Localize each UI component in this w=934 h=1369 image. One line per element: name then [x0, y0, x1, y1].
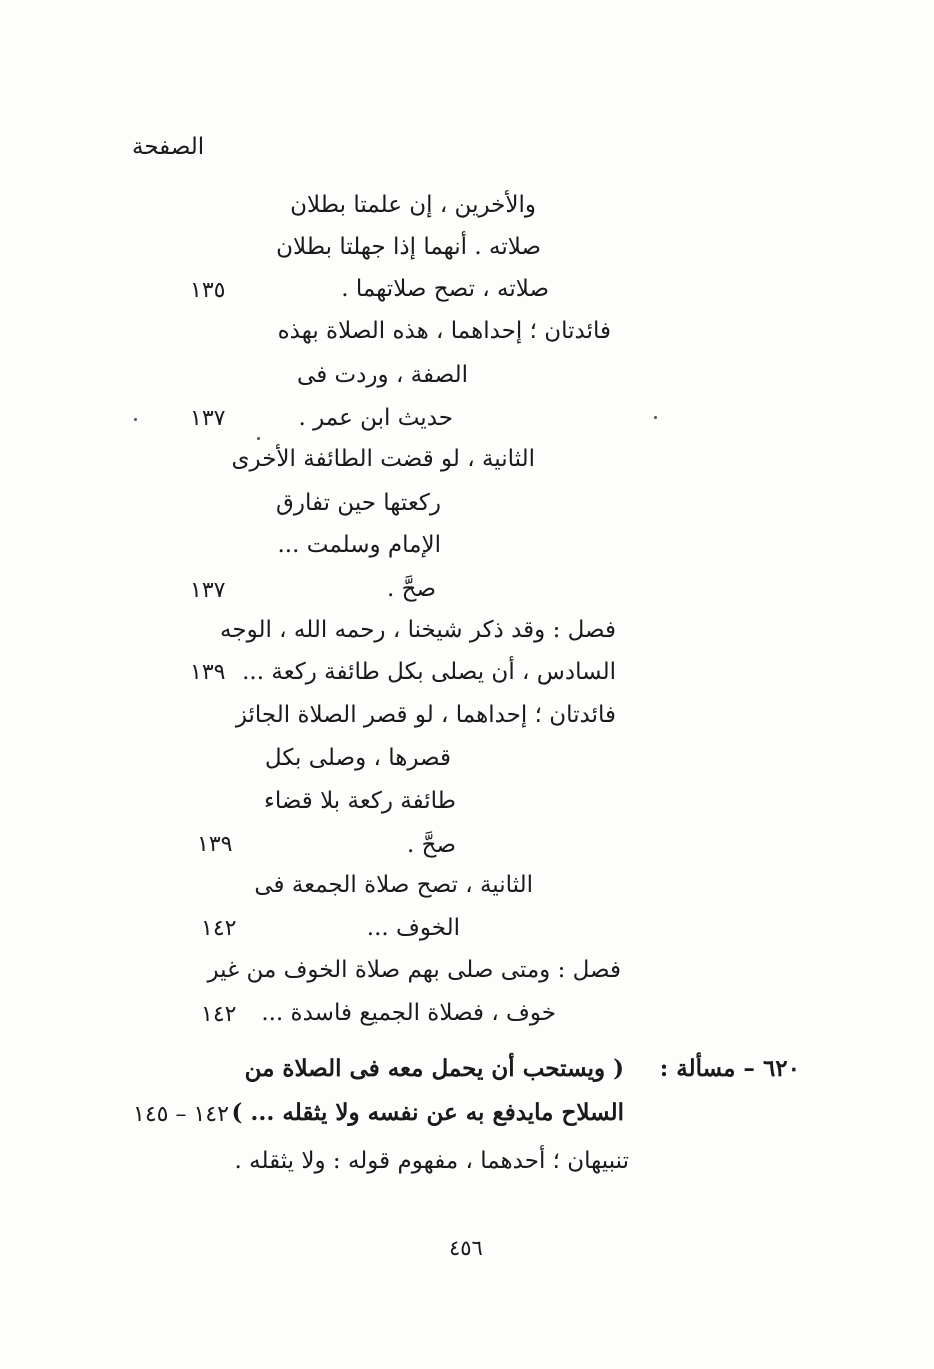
entry-line: صحَّ . [407, 832, 456, 858]
entry-line: فائدتان ؛ إحداهما ، لو قصر الصلاة الجائز [235, 702, 616, 728]
scan-speck [654, 416, 657, 419]
page-ref: ١٤٢ [201, 1002, 237, 1027]
entry-line: الخوف ... [366, 915, 460, 941]
page-number: ٤٥٦ [449, 1236, 483, 1260]
entry-line: الثانية ، لو قضت الطائفة الأخرى [231, 446, 535, 472]
entry-line: صلاته ، تصح صلاتهما . [341, 276, 549, 302]
entry-line: صحَّ . [387, 576, 436, 602]
entry-line: فائدتان ؛ إحداهما ، هذه الصلاة بهذه [277, 318, 611, 344]
scan-speck [134, 418, 137, 421]
entry-line: خوف ، فصلاة الجميع فاسدة ... [261, 1000, 556, 1026]
page-ref: ١٣٧ [190, 406, 226, 431]
page-ref: ١٣٧ [190, 578, 226, 603]
page-ref-range: ١٤٢ – ١٤٥ [133, 1102, 229, 1127]
scan-speck [257, 437, 260, 440]
page-ref: ١٣٩ [197, 832, 233, 857]
masala-note: تنبيهان ؛ أحدهما ، مفهوم قوله : ولا يثقله . [234, 1148, 629, 1174]
entry-line: صلاته . أنهما إذا جهلتا بطلان [276, 234, 541, 260]
masala-label: ٦٢٠ – مسألة : [659, 1055, 800, 1082]
entry-line: فصل : وقد ذكر شيخنا ، رحمه الله ، الوجه [220, 617, 616, 643]
entry-line: الإمام وسلمت ... [277, 532, 441, 558]
entry-line: الصفة ، وردت فى [297, 362, 468, 388]
entry-line: والأخرين ، إن علمتا بطلان [290, 192, 536, 218]
masala-line: ( ويستحب أن يحمل معه فى الصلاة من [244, 1055, 624, 1082]
entry-line: قصرها ، وصلى بكل [264, 745, 451, 771]
page-column-header: الصفحة [132, 134, 205, 160]
page-ref: ١٤٢ [201, 916, 237, 941]
entry-line: حديث ابن عمر . [298, 405, 453, 431]
page-ref: ١٣٩ [190, 660, 226, 685]
entry-line: الثانية ، تصح صلاة الجمعة فى [254, 872, 533, 898]
masala-line: السلاح مايدفع به عن نفسه ولا يثقله ... ) [231, 1099, 624, 1126]
entry-line: السادس ، أن يصلى بكل طائفة ركعة ... [242, 659, 616, 685]
entry-line: ركعتها حين تفارق [276, 490, 441, 516]
entry-line: طائفة ركعة بلا قضاء [264, 788, 456, 814]
entry-line: فصل : ومتى صلى بهم صلاة الخوف من غير [207, 957, 621, 983]
page-ref: ١٣٥ [190, 278, 226, 303]
